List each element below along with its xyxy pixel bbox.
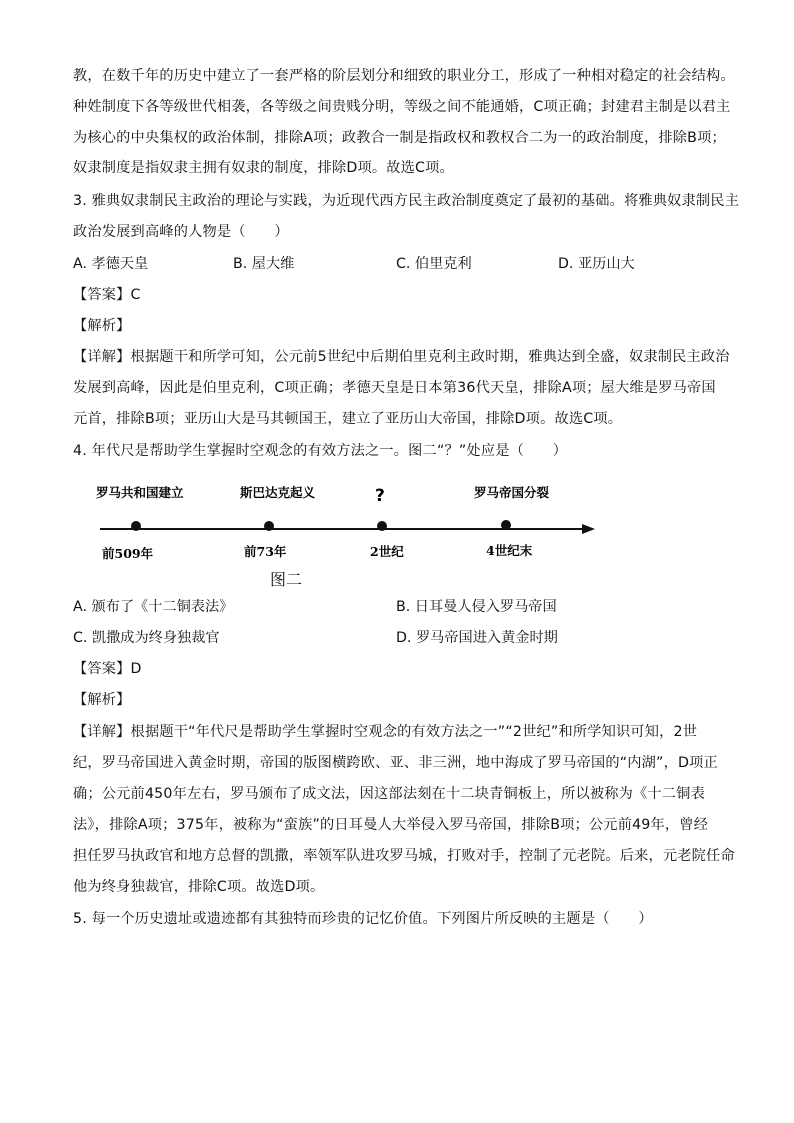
- timeline-arrow-icon: [582, 524, 595, 534]
- timeline-date-label: 4世纪末: [486, 543, 533, 558]
- q4-detail-line: 纪，罗马帝国进入黄金时期，帝国的版图横跨欧、亚、非三洲，地中海成了罗马帝国的“内湖”，D项正: [73, 755, 718, 771]
- q3-detail-line: 发展到高峰，因此是伯里克利，C项正确；孝德天皇是日本第36代天皇，排除A项；屋大维是罗马帝国: [73, 380, 716, 396]
- text-line: 种姓制度下各等级世代相袭，各等级之间贵贱分明，等级之间不能通婚，C项正确；封建君主制是以君主: [73, 99, 731, 115]
- question-3-stem: 3. 雅典奴隶制民主政治的理论与实践，为近现代西方民主政治制度奠定了最初的基础。将雅典奴隶制民主: [73, 193, 740, 209]
- timeline-point: [377, 521, 387, 531]
- text-line: 奴隶制度是指奴隶主拥有奴隶的制度，排除D项。故选C项。: [73, 160, 454, 176]
- q4-option-b: B. 日耳曼人侵入罗马帝国: [396, 599, 557, 615]
- q3-detail-line: 【详解】根据题干和所学可知，公元前5世纪中后期伯里克利主政时期，雅典达到全盛，奴隶制民主政治: [73, 349, 730, 365]
- text-line: 为核心的中央集权的政治体制，排除A项；政教合一制是指政权和教权合二为一的政治制度，排除B项；: [73, 130, 726, 146]
- question-3-stem-cont: 政治发展到高峰的人物是（ ）: [73, 224, 289, 240]
- timeline-date-label: 2世纪: [370, 544, 404, 559]
- timeline-figure: [90, 478, 610, 588]
- q4-answer: 【答案】D: [73, 661, 142, 677]
- timeline-point: [264, 521, 274, 531]
- q3-option-b: B. 屋大维: [233, 256, 295, 272]
- timeline-point: [131, 521, 141, 531]
- timeline-date-label: 前509年: [102, 546, 154, 561]
- q3-answer: 【答案】C: [73, 287, 141, 303]
- timeline-event-label: 罗马共和国建立: [96, 485, 184, 500]
- q4-option-d: D. 罗马帝国进入黄金时期: [396, 630, 558, 646]
- q4-analysis-heading: 【解析】: [73, 692, 131, 708]
- timeline-event-label: 罗马帝国分裂: [474, 485, 550, 500]
- q3-detail-line: 元首，排除B项；亚历山大是马其顿国王，建立了亚历山大帝国，排除D项。故选C项。: [73, 411, 623, 427]
- text-line: 教，在数千年的历史中建立了一套严格的阶层划分和细致的职业分工，形成了一种相对稳定的社会结构。: [73, 68, 735, 84]
- q4-detail-line: 担任罗马执政官和地方总督的凯撒，率领军队进攻罗马城，打败对手，控制了元老院。后来，元老院任命: [73, 848, 735, 864]
- figure-caption: 图二: [270, 570, 303, 589]
- q4-option-a: A. 颁布了《十二铜表法》: [73, 599, 234, 615]
- timeline-event-label: 斯巴达克起义: [240, 485, 316, 500]
- timeline-date-label: 前73年: [244, 544, 287, 559]
- q4-detail-line: 确；公元前450年左右，罗马颁布了成文法，因这部法刻在十二块青铜板上，所以被称为《十二铜表: [73, 786, 705, 802]
- q3-option-c: C. 伯里克利: [396, 256, 472, 272]
- question-5-stem: 5. 每一个历史遗址或遗迹都有其独特而珍贵的记忆价值。下列图片所反映的主题是（ ）: [73, 911, 653, 927]
- question-4-stem: 4. 年代尺是帮助学生掌握时空观念的有效方法之一。图二“？”处应是（ ）: [73, 443, 568, 459]
- q4-detail-line: 法》，排除A项；375年，被称为“蛮族”的日耳曼人大举侵入罗马帝国，排除B项；公元前49年，曾经: [73, 817, 709, 833]
- timeline-point: [501, 520, 511, 530]
- q3-analysis-heading: 【解析】: [73, 318, 131, 334]
- timeline-unknown-label: ?: [375, 486, 385, 506]
- q3-option-d: D. 亚历山大: [558, 256, 635, 272]
- q3-option-a: A. 孝德天皇: [73, 256, 149, 272]
- q4-option-c: C. 凯撒成为终身独裁官: [73, 630, 220, 646]
- q4-detail-line: 他为终身独裁官，排除C项。故选D项。: [73, 879, 325, 895]
- q4-detail-line: 【详解】根据题干“年代尺是帮助学生掌握时空观念的有效方法之一”“2世纪”和所学知识可知，2世: [73, 724, 698, 740]
